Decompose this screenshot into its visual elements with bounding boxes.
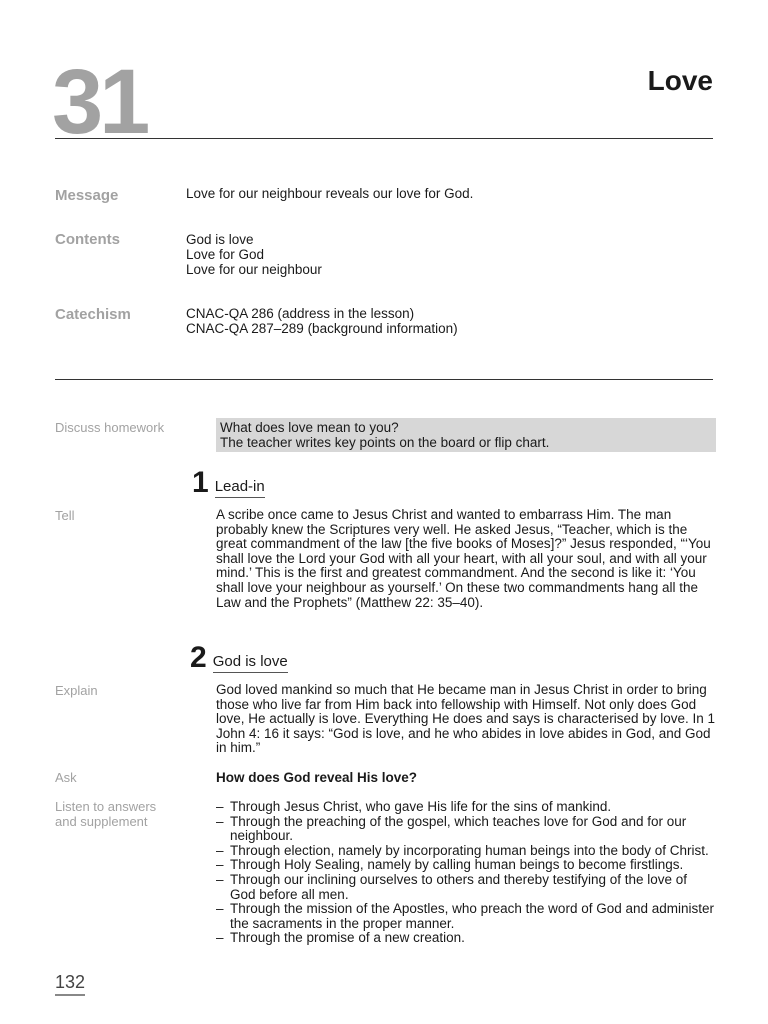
message-label: Message xyxy=(55,187,119,204)
contents-item: Love for God xyxy=(186,247,265,262)
dash: – xyxy=(216,857,224,873)
answer-item xyxy=(216,800,716,815)
tell-label: Tell xyxy=(55,508,75,523)
answer-text: Through our inclining ourselves to others and thereby testifying of the love of God before all men. xyxy=(230,871,688,902)
listen-label-line: and supplement xyxy=(55,814,148,829)
answer-text: Through Holy Sealing, namely by calling human beings to become firstlings. xyxy=(230,857,684,873)
contents-label: Contents xyxy=(55,231,120,248)
listen-label-line: Listen to answers xyxy=(55,799,157,814)
section-2-heading xyxy=(190,643,288,673)
section-1-heading xyxy=(192,468,265,498)
section-1-title: Lead-in xyxy=(215,478,265,498)
ask-question: How does God reveal His love? xyxy=(216,770,418,785)
answer-item xyxy=(216,902,716,931)
catechism-item: CNAC-QA 287–289 (background information) xyxy=(186,321,458,336)
catechism-item: CNAC-QA 286 (address in the lesson) xyxy=(186,306,415,321)
contents-item: Love for our neighbour xyxy=(186,262,322,277)
answer-text: Through the preaching of the gospel, which teaches love for God and for our neighbour. xyxy=(230,813,687,844)
explain-text: God loved mankind so much that He became man in Jesus Christ in order to bring those who live far from Him back into fellowship with Himself. Not only does God love, He actually is love. Everything He does and says is characterised by love. In 1 John 4: 16 it says: “God is love, and he who abides in love abides in God, and God in him.” xyxy=(216,682,715,756)
catechism-label: Catechism xyxy=(55,306,131,323)
contents-item: God is love xyxy=(186,232,254,247)
header-divider xyxy=(55,138,713,139)
answer-item xyxy=(216,815,716,844)
dash: – xyxy=(216,930,224,946)
answer-text: Through the mission of the Apostles, who preach the word of God and administer the sacraments in the proper manner. xyxy=(230,901,715,931)
message-text: Love for our neighbour reveals our love for God. xyxy=(186,186,474,201)
dash: – xyxy=(216,813,224,829)
answer-text: Through election, namely by incorporating human beings into the body of Christ. xyxy=(230,842,709,858)
answer-item xyxy=(216,931,716,946)
tell-text: A scribe once came to Jesus Christ and wanted to embarrass Him. The man probably knew the Scriptures very well. He asked Jesus, “Teacher, which is the great commandment of the law [the five books of Moses]?” Jesus responded, “‘You shall love the Lord your God with all your heart, with all your soul, and with all your mind.’ This is the first and greatest commandment. And the second is like it: ‘You shall love your neighbour as yourself.’ On these two commandments hang all the Law and the Prophets” (Matthew 22: 35–40). xyxy=(216,507,711,610)
answer-item xyxy=(216,858,716,873)
answers-list xyxy=(216,800,716,946)
explain-label: Explain xyxy=(55,683,98,698)
page-number: 132 xyxy=(55,972,85,996)
section-2-number: 2 xyxy=(190,641,207,674)
section-1-number: 1 xyxy=(192,466,209,499)
section-2-title: God is love xyxy=(213,653,288,673)
meta-divider xyxy=(55,379,713,380)
ask-label: Ask xyxy=(55,770,77,785)
answer-item xyxy=(216,873,716,902)
answer-text: Through Jesus Christ, who gave His life for the sins of mankind. xyxy=(230,799,612,814)
dash: – xyxy=(216,799,224,814)
listen-label xyxy=(55,799,156,829)
dash: – xyxy=(216,871,224,887)
contents-list xyxy=(186,232,322,277)
answer-item xyxy=(216,844,716,859)
chapter-title: Love xyxy=(647,65,713,96)
answer-text: Through the promise of a new creation. xyxy=(230,930,465,946)
catechism-list xyxy=(186,306,458,336)
homework-line: The teacher writes key points on the board or flip chart. xyxy=(220,435,550,450)
homework-callout xyxy=(216,418,716,452)
dash: – xyxy=(216,901,224,917)
dash: – xyxy=(216,842,224,858)
homework-label: Discuss homework xyxy=(55,420,165,435)
homework-line: What does love mean to you? xyxy=(220,420,399,435)
chapter-number: 31 xyxy=(52,51,147,153)
